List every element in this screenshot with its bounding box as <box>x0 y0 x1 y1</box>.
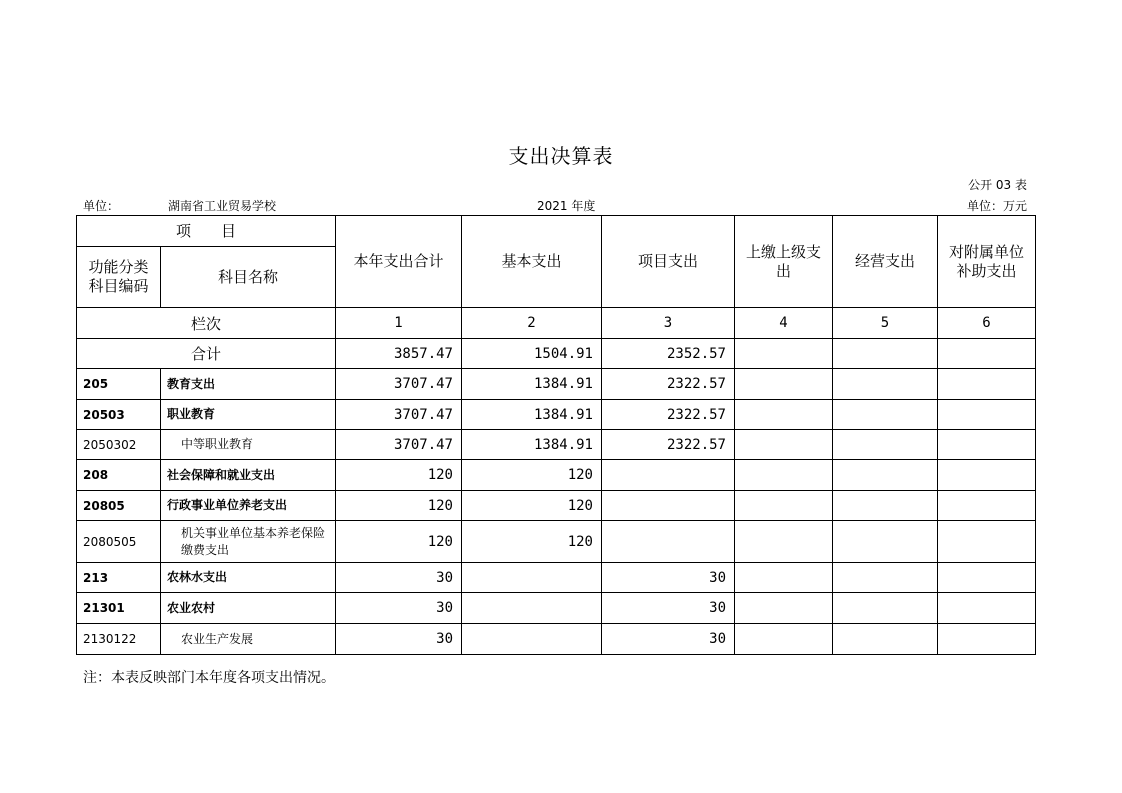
amount-cell <box>735 369 833 400</box>
amount-cell <box>602 460 735 491</box>
amount-cell: 120 <box>462 491 602 521</box>
function-code: 213 <box>77 563 161 593</box>
header-subject-name: 科目名称 <box>161 247 336 308</box>
amount-cell <box>602 491 735 521</box>
subject-name: 农业农村 <box>161 593 336 624</box>
header-function-code: 功能分类科目编码 <box>77 247 161 308</box>
amount-cell: 120 <box>336 491 462 521</box>
amount-cell: 3707.47 <box>336 369 462 400</box>
amount-cell: 2322.57 <box>602 430 735 460</box>
subject-name: 农林水支出 <box>161 563 336 593</box>
amount-cell: 1384.91 <box>462 430 602 460</box>
amount-cell <box>938 521 1036 563</box>
amount-cell <box>938 563 1036 593</box>
table-row <box>77 430 1036 460</box>
amount-cell: 120 <box>462 521 602 563</box>
form-number: 公开 03 表 <box>968 178 1027 192</box>
header-subsidiary-subsidy: 对附属单位补助支出 <box>938 216 1036 308</box>
total-value <box>938 339 1036 369</box>
amount-cell <box>735 521 833 563</box>
total-value: 2352.57 <box>602 339 735 369</box>
column-number: 1 <box>336 308 462 339</box>
amount-cell <box>735 593 833 624</box>
subject-name: 职业教育 <box>161 400 336 430</box>
amount-cell <box>735 430 833 460</box>
amount-cell <box>735 491 833 521</box>
amount-cell: 30 <box>336 593 462 624</box>
amount-cell <box>462 624 602 655</box>
amount-cell: 1384.91 <box>462 369 602 400</box>
page-title: 支出决算表 <box>508 144 614 168</box>
column-number: 5 <box>833 308 938 339</box>
organization-name: 湖南省工业贸易学校 <box>168 199 277 213</box>
subject-name: 中等职业教育 <box>161 430 336 460</box>
amount-cell: 120 <box>336 521 462 563</box>
total-value: 1504.91 <box>462 339 602 369</box>
total-value: 3857.47 <box>336 339 462 369</box>
total-value <box>735 339 833 369</box>
amount-cell: 30 <box>602 624 735 655</box>
subject-name: 社会保障和就业支出 <box>161 460 336 491</box>
column-number: 4 <box>735 308 833 339</box>
amount-cell <box>938 460 1036 491</box>
table-row <box>77 563 1036 593</box>
table-row <box>77 400 1036 430</box>
total-label: 合计 <box>77 339 336 369</box>
footnote: 注：本表反映部门本年度各项支出情况。 <box>83 670 335 686</box>
header-operating-expenditure: 经营支出 <box>833 216 938 308</box>
function-code: 2050302 <box>77 430 161 460</box>
subject-name: 教育支出 <box>161 369 336 400</box>
amount-cell <box>833 460 938 491</box>
column-number: 2 <box>462 308 602 339</box>
amount-cell <box>833 400 938 430</box>
amount-cell: 30 <box>336 563 462 593</box>
amount-cell <box>735 563 833 593</box>
amount-cell <box>833 593 938 624</box>
amount-cell: 120 <box>462 460 602 491</box>
amount-cell <box>938 593 1036 624</box>
amount-cell <box>833 369 938 400</box>
table-row <box>77 491 1036 521</box>
amount-cell <box>938 369 1036 400</box>
amount-cell: 120 <box>336 460 462 491</box>
table-row <box>77 521 1036 563</box>
column-number: 6 <box>938 308 1036 339</box>
amount-cell: 30 <box>336 624 462 655</box>
header-basic-expenditure: 基本支出 <box>462 216 602 308</box>
function-code: 20805 <box>77 491 161 521</box>
column-number-label: 栏次 <box>77 308 336 339</box>
amount-cell: 2322.57 <box>602 369 735 400</box>
amount-cell: 30 <box>602 563 735 593</box>
amount-cell <box>938 400 1036 430</box>
money-unit: 单位：万元 <box>966 199 1027 213</box>
amount-cell <box>833 624 938 655</box>
total-row <box>77 339 1036 369</box>
fiscal-year: 2021 年度 <box>537 199 596 213</box>
function-code: 205 <box>77 369 161 400</box>
table-row <box>77 369 1036 400</box>
amount-cell <box>833 563 938 593</box>
total-value <box>833 339 938 369</box>
header-project: 项 目 <box>77 216 336 247</box>
subject-name: 机关事业单位基本养老保险缴费支出 <box>161 521 336 563</box>
amount-cell <box>938 430 1036 460</box>
function-code: 2080505 <box>77 521 161 563</box>
header-total-expenditure: 本年支出合计 <box>336 216 462 308</box>
column-number-row <box>77 308 1036 339</box>
table-row <box>77 460 1036 491</box>
unit-label: 单位： <box>83 199 120 213</box>
amount-cell <box>462 593 602 624</box>
amount-cell <box>833 491 938 521</box>
amount-cell: 2322.57 <box>602 400 735 430</box>
amount-cell <box>735 460 833 491</box>
function-code: 21301 <box>77 593 161 624</box>
amount-cell: 1384.91 <box>462 400 602 430</box>
amount-cell <box>735 400 833 430</box>
amount-cell: 3707.47 <box>336 400 462 430</box>
amount-cell <box>462 563 602 593</box>
table-row <box>77 624 1036 655</box>
column-number: 3 <box>602 308 735 339</box>
header-project-expenditure: 项目支出 <box>602 216 735 308</box>
function-code: 208 <box>77 460 161 491</box>
function-code: 20503 <box>77 400 161 430</box>
amount-cell: 30 <box>602 593 735 624</box>
amount-cell <box>938 624 1036 655</box>
function-code: 2130122 <box>77 624 161 655</box>
expenditure-table <box>76 215 1036 655</box>
amount-cell <box>833 430 938 460</box>
amount-cell: 3707.47 <box>336 430 462 460</box>
subject-name: 农业生产发展 <box>161 624 336 655</box>
amount-cell <box>938 491 1036 521</box>
amount-cell <box>735 624 833 655</box>
amount-cell <box>602 521 735 563</box>
amount-cell <box>833 521 938 563</box>
subject-name: 行政事业单位养老支出 <box>161 491 336 521</box>
header-remit-superior: 上缴上级支出 <box>735 216 833 308</box>
table-row <box>77 593 1036 624</box>
